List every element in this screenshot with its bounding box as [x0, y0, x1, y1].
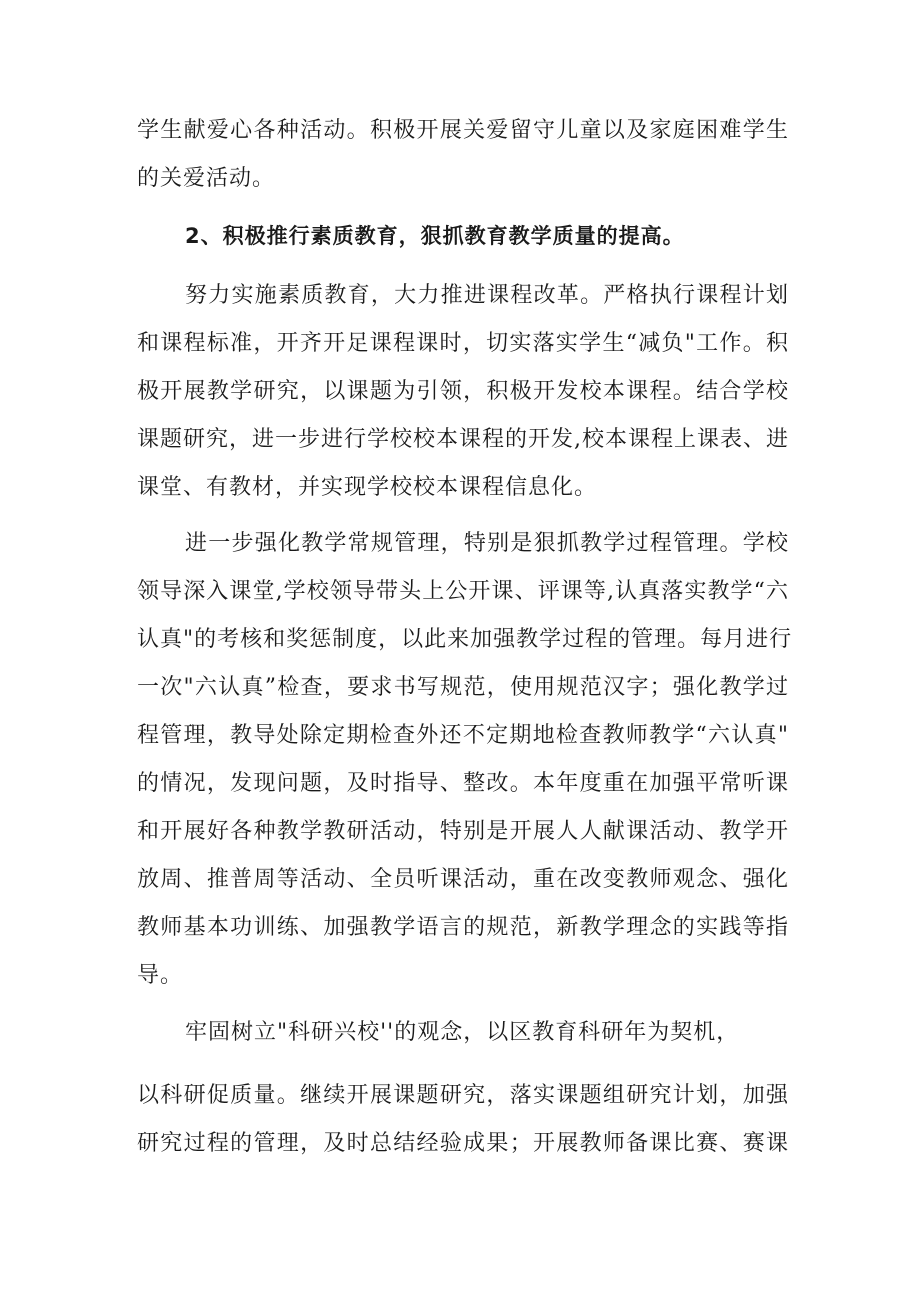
paragraph-line: 一次"六认真”检查，要求书写规范，使用规范汉字；强化教学过 — [137, 675, 789, 700]
paragraph-line: 努力实施素质教育，大力推进课程改革。严格执行课程计划 — [185, 283, 789, 308]
paragraph-line: 程管理，教导处除定期检查外还不定期地检查教师教学“六认真" — [137, 723, 789, 748]
paragraph-line: 的情况，发现问题，及时指导、整改。本年度重在加强平常听课 — [137, 771, 789, 796]
paragraph-line: 研究过程的管理，及时总结经验成果；开展教师备课比赛、赛课 — [137, 1131, 789, 1156]
paragraph-line: 和课程标准，开齐开足课程课时，切实落实学生“减负"工作。积 — [137, 331, 789, 356]
paragraph-line: 的关爱活动。 — [137, 166, 276, 191]
paragraph-line: 牢固树立"科研兴校''的观念，以区教育科研年为契机， — [185, 1020, 740, 1045]
paragraph-line: 认真"的考核和奖惩制度，以此来加强教学过程的管理。每月进行 — [137, 627, 793, 652]
paragraph-line: 课堂、有教材，并实现学校校本课程信息化。 — [137, 475, 598, 500]
paragraph-line: 进一步强化教学常规管理，特别是狠抓教学过程管理。学校 — [185, 531, 789, 556]
paragraph-line: 导。 — [137, 963, 184, 988]
paragraph-line: 以科研促质量。继续开展课题研究，落实课题组研究计划，加强 — [137, 1083, 789, 1108]
paragraph-line: 领导深入课堂,学校领导带头上公开课、评课等,认真落实教学“六 — [137, 579, 789, 604]
paragraph-line: 课题研究，进一步进行学校校本课程的开发,校本课程上课表、进 — [137, 427, 789, 452]
paragraph-line: 学生献爱心各种活动。积极开展关爱留守儿童以及家庭困难学生 — [137, 118, 789, 143]
paragraph-line: 教师基本功训练、加强教学语言的规范，新教学理念的实践等指 — [137, 915, 789, 940]
paragraph-line: 极开展教学研究，以课题为引领，积极开发校本课程。结合学校 — [137, 379, 789, 404]
paragraph-line: 放周、推普周等活动、全员听课活动，重在改变教师观念、强化 — [137, 867, 789, 892]
paragraph-line: 和开展好各种教学教研活动，特别是开展人人献课活动、教学开 — [137, 819, 789, 844]
section-heading: 2、积极推行素质教育，狠抓教育教学质量的提高。 — [185, 224, 685, 248]
